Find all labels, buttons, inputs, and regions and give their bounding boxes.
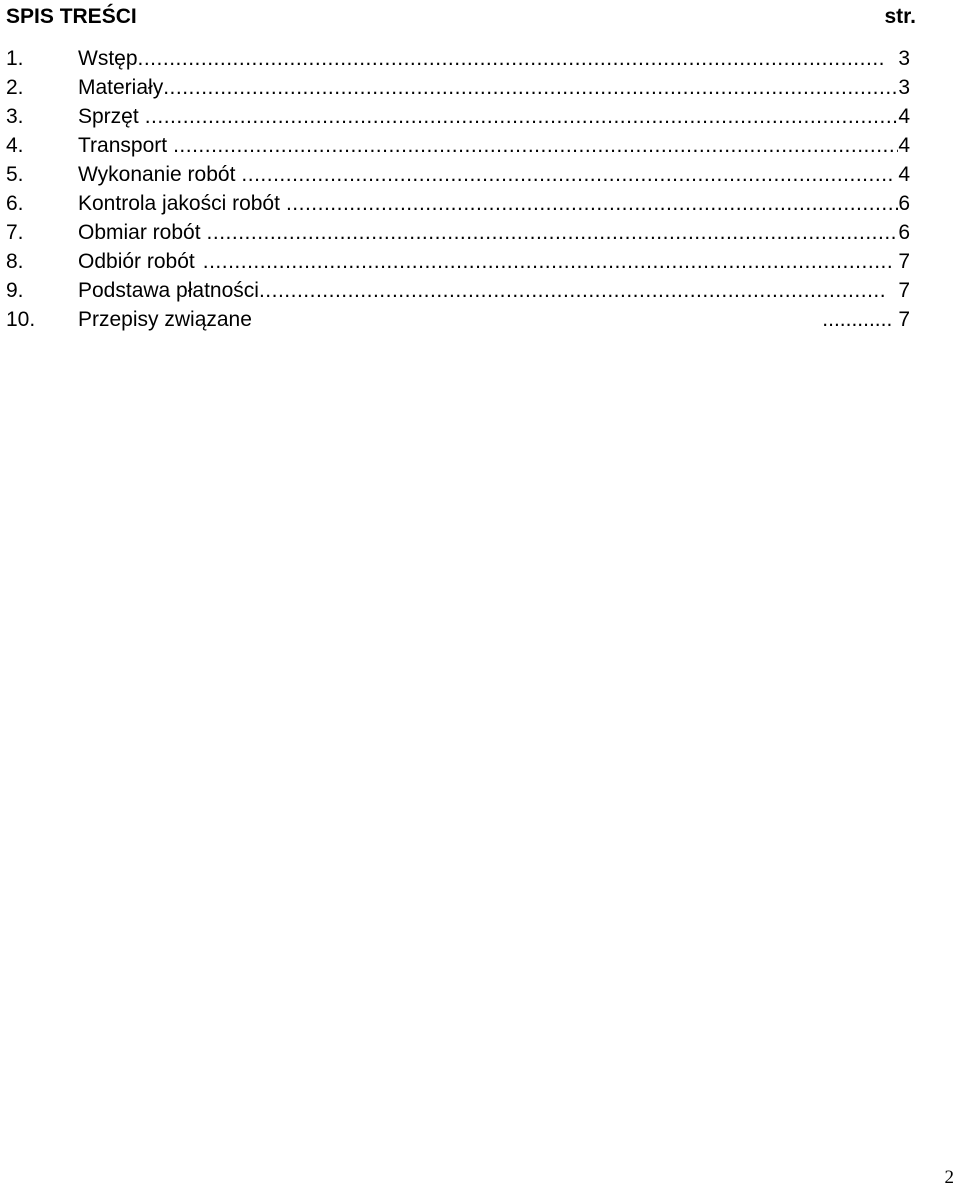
toc-entry-kontrola-jakosci	[6, 189, 910, 218]
toc-entry-page: 3	[898, 47, 910, 70]
toc-leader-dots	[207, 218, 899, 247]
toc-leader-dots	[241, 160, 892, 189]
toc-list	[6, 44, 910, 334]
toc-entry-text: Sprzęt	[78, 105, 139, 128]
toc-entry-text: Kontrola jakości robót	[78, 192, 280, 215]
toc-entry-number: 6.	[6, 192, 24, 215]
toc-entry-page: 3	[898, 76, 910, 99]
toc-entry-page: 7	[898, 308, 910, 331]
toc-entry-materialy	[6, 73, 910, 102]
toc-entry-page: 4	[898, 163, 910, 186]
toc-entry-transport	[6, 131, 910, 160]
toc-leader-dots	[203, 247, 893, 276]
toc-entry-sprzet	[6, 102, 910, 131]
toc-leader-dots	[259, 276, 884, 305]
toc-entry-podstawa-platnosci	[6, 276, 910, 305]
toc-entry-number: 2.	[6, 76, 24, 99]
toc-entry-number: 9.	[6, 279, 24, 302]
toc-entry-text: Transport	[78, 134, 168, 157]
toc-entry-text: Obmiar robót	[78, 221, 201, 244]
toc-entry-number: 10.	[6, 308, 36, 331]
toc-entry-number: 4.	[6, 134, 24, 157]
toc-entry-text: Materiały	[78, 76, 164, 99]
toc-entry-number: 8.	[6, 250, 24, 273]
toc-leader-dots	[163, 73, 898, 102]
toc-entry-page: 7	[898, 279, 910, 302]
toc-entry-text: Podstawa płatności	[78, 279, 259, 302]
toc-entry-number: 3.	[6, 105, 24, 128]
toc-leader-dots: ............	[822, 308, 893, 331]
toc-entry-page: 7	[898, 250, 910, 273]
toc-entry-odbior-robot	[6, 247, 910, 276]
page-number: 2	[944, 1167, 954, 1188]
toc-entry-obmiar-robot	[6, 218, 910, 247]
toc-leader-dots	[145, 102, 899, 131]
toc-entry-page: 4	[898, 105, 910, 128]
toc-leader-dots	[173, 131, 898, 160]
toc-leader-dots	[286, 189, 898, 218]
toc-entry-page: 6	[898, 192, 910, 215]
toc-header	[6, 0, 916, 34]
toc-entry-number: 1.	[6, 47, 24, 70]
toc-entry-number: 7.	[6, 221, 24, 244]
toc-entry-number: 5.	[6, 163, 24, 186]
toc-entry-text: Wstęp	[78, 47, 138, 70]
toc-entry-page: 4	[898, 134, 910, 157]
table-of-contents	[6, 0, 916, 334]
page-title: SPIS TREŚCI	[6, 5, 137, 28]
toc-leader-dots	[138, 44, 885, 73]
page-column-label: str.	[884, 5, 916, 28]
toc-entry-wykonanie-robot	[6, 160, 910, 189]
toc-entry-wstep	[6, 44, 910, 73]
toc-entry-text: Przepisy związane	[78, 308, 252, 331]
toc-entry-przepisy-zwiazane	[6, 305, 910, 334]
toc-entry-text: Odbiór robót	[78, 250, 195, 273]
toc-entry-text: Wykonanie robót	[78, 163, 236, 186]
toc-entry-page: 6	[898, 221, 910, 244]
